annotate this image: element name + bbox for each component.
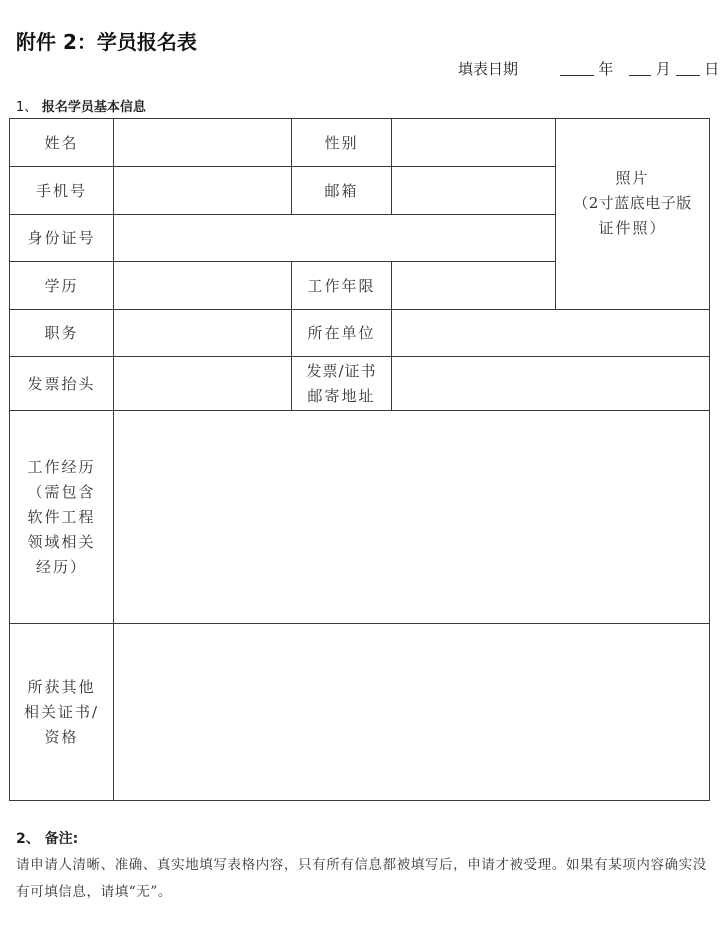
name-label: 姓名: [10, 119, 114, 167]
work-years-label: 工作年限: [292, 262, 392, 310]
fill-date: [458, 58, 719, 79]
id-number-label: 身份证号: [10, 215, 114, 262]
mail-address-input[interactable]: [392, 357, 710, 411]
work-history-label-line4: 领域相关: [27, 532, 96, 551]
certificates-input[interactable]: [114, 624, 710, 801]
mail-address-label-line1: 发票/证书: [306, 361, 377, 380]
day-label: 日: [704, 60, 720, 78]
position-label: 职务: [10, 310, 114, 357]
certificates-label-line1: 所获其他: [27, 677, 96, 696]
section1-title: 报名学员基本信息: [41, 100, 146, 115]
work-history-label: [10, 411, 114, 624]
work-history-label-line3: 软件工程: [27, 507, 96, 526]
gender-label: 性别: [292, 119, 392, 167]
mail-address-label: [292, 357, 392, 411]
mail-address-label-line2: 邮寄地址: [307, 386, 376, 405]
email-label: 邮箱: [292, 167, 392, 215]
year-label: 年: [598, 60, 614, 78]
work-years-input[interactable]: [392, 262, 556, 310]
id-number-input[interactable]: [114, 215, 556, 262]
section1-number: 1、: [16, 100, 38, 115]
position-input[interactable]: [114, 310, 292, 357]
education-label: 学历: [10, 262, 114, 310]
page-title: 附件 2：学员报名表: [16, 30, 197, 54]
work-history-label-line5: 经历）: [35, 557, 87, 576]
email-input[interactable]: [392, 167, 556, 215]
day-blank[interactable]: [676, 63, 700, 76]
certificates-label: [10, 624, 114, 801]
photo-box[interactable]: [556, 119, 710, 310]
phone-input[interactable]: [114, 167, 292, 215]
name-input[interactable]: [114, 119, 292, 167]
month-blank[interactable]: [629, 63, 651, 76]
phone-label: 手机号: [10, 167, 114, 215]
employer-input[interactable]: [392, 310, 710, 357]
note-text: 请申请人清晰、准确、真实地填写表格内容，只有所有信息都被填写后，申请才被受理。如果有某项内容确实没有可填信息，请填“无”。: [16, 857, 707, 900]
section2-heading: 2、 备注:: [16, 831, 79, 847]
work-history-input[interactable]: [114, 411, 710, 624]
employer-label: 所在单位: [292, 310, 392, 357]
year-blank[interactable]: [560, 63, 594, 76]
photo-spec-line1: （2寸蓝底电子版: [573, 193, 692, 212]
photo-spec-line2: 证件照）: [598, 218, 667, 237]
work-history-label-line1: 工作经历: [27, 457, 96, 476]
fill-date-label: 填表日期: [458, 60, 519, 78]
month-label: 月: [655, 60, 671, 78]
certificates-label-line3: 资格: [44, 727, 79, 746]
work-history-label-line2: （需包含: [27, 482, 96, 501]
education-input[interactable]: [114, 262, 292, 310]
gender-input[interactable]: [392, 119, 556, 167]
registration-form: [9, 118, 710, 801]
section1-heading: [16, 96, 146, 115]
photo-label: 照片: [615, 168, 650, 187]
invoice-title-input[interactable]: [114, 357, 292, 411]
invoice-title-label: 发票抬头: [10, 357, 114, 411]
certificates-label-line2: 相关证书/: [23, 702, 100, 721]
